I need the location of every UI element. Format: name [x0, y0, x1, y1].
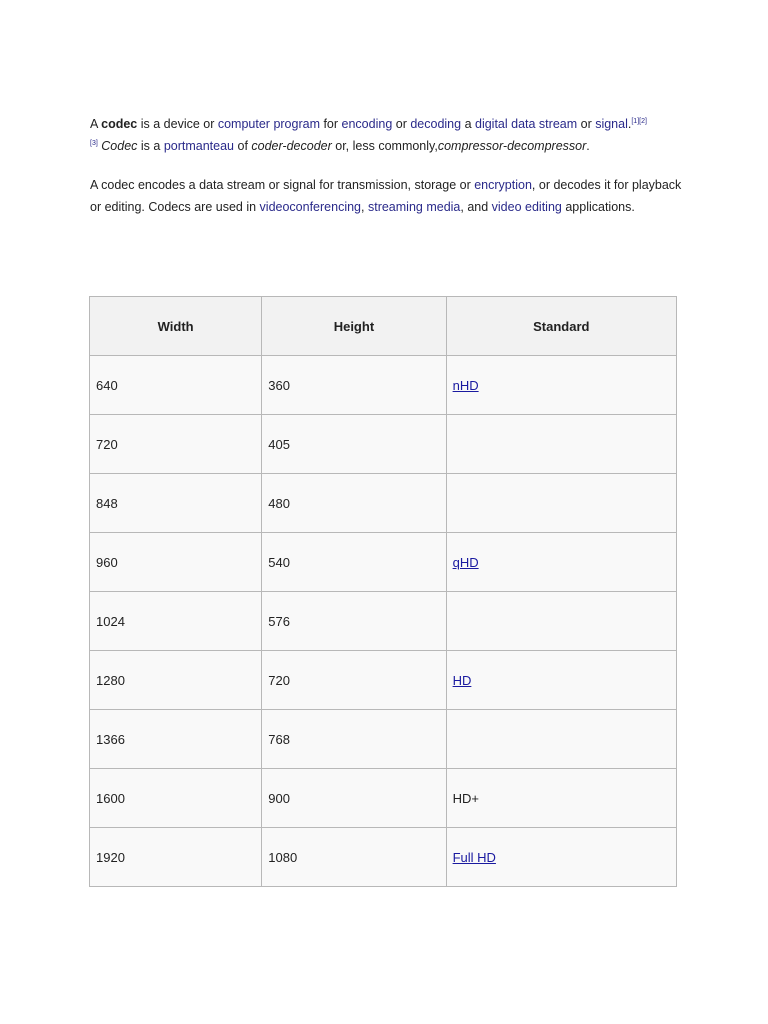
text: , and — [460, 199, 492, 214]
table-row — [90, 651, 677, 710]
cell-height: 405 — [262, 415, 446, 474]
text: A codec encodes a data stream or signal for transmission, storage or — [90, 178, 475, 192]
link-signal[interactable]: signal — [595, 117, 628, 131]
link-video-editing[interactable]: video editing — [491, 199, 562, 214]
text: . — [627, 117, 632, 131]
text: A — [90, 117, 102, 131]
cell-standard — [446, 651, 676, 710]
link-encryption[interactable]: encryption — [474, 178, 532, 192]
column-header-height: Height — [262, 297, 446, 356]
text: , — [361, 199, 368, 214]
cell-standard: HD+ — [446, 769, 676, 828]
text: for — [319, 117, 342, 131]
cell-standard — [446, 356, 676, 415]
text: or — [577, 117, 596, 131]
cell-width: 1024 — [90, 592, 262, 651]
term-coder-decoder: coder-decoder — [251, 138, 332, 153]
standard-link[interactable]: Full HD — [452, 849, 496, 865]
text: or — [392, 117, 411, 131]
term-compressor-decompressor: compressor-decompressor — [437, 138, 587, 153]
cell-height: 576 — [262, 592, 446, 651]
table-row — [90, 533, 677, 592]
link-videoconferencing[interactable]: videoconferencing — [259, 199, 362, 214]
standard-link[interactable]: qHD — [452, 554, 479, 570]
cell-height: 480 — [262, 474, 446, 533]
term-codec-italic: Codec — [101, 138, 138, 153]
cell-standard — [446, 474, 676, 533]
column-header-standard: Standard — [446, 297, 676, 356]
link-streaming-media[interactable]: streaming media — [367, 199, 461, 214]
link-computer-program[interactable]: computer program — [217, 117, 320, 131]
table-row — [90, 592, 677, 651]
cell-width: 640 — [90, 356, 262, 415]
cell-height: 720 — [262, 651, 446, 710]
reference-link-3[interactable]: [3] — [90, 139, 98, 147]
cell-width: 960 — [90, 533, 262, 592]
text: or, less commonly, — [331, 138, 438, 153]
link-portmanteau[interactable]: portmanteau — [163, 138, 235, 153]
cell-standard — [446, 533, 676, 592]
cell-width: 1600 — [90, 769, 262, 828]
cell-standard — [446, 415, 676, 474]
link-digital-data-stream[interactable]: digital data stream — [475, 117, 578, 131]
link-encoding[interactable]: encoding — [341, 117, 393, 131]
cell-width: 1920 — [90, 828, 262, 887]
standard-link[interactable]: HD — [452, 672, 472, 688]
table-row — [90, 415, 677, 474]
text: applications. — [561, 199, 635, 214]
text: . — [586, 138, 590, 153]
cell-height: 900 — [262, 769, 446, 828]
cell-width: 720 — [90, 415, 262, 474]
table-row — [90, 474, 677, 533]
table-header-row — [90, 297, 677, 356]
text: of — [234, 138, 252, 153]
cell-standard — [446, 828, 676, 887]
cell-height: 540 — [262, 533, 446, 592]
cell-width: 1280 — [90, 651, 262, 710]
intro-paragraph-2 — [90, 175, 690, 218]
term-codec: codec — [101, 117, 138, 131]
cell-standard — [446, 710, 676, 769]
text: a — [461, 117, 475, 131]
standard-link[interactable]: nHD — [452, 377, 479, 393]
cell-height: 1080 — [262, 828, 446, 887]
resolution-table — [89, 296, 677, 887]
table-row — [90, 769, 677, 828]
cell-width: 848 — [90, 474, 262, 533]
cell-standard — [446, 592, 676, 651]
text: is a device or — [137, 117, 218, 131]
cell-height: 768 — [262, 710, 446, 769]
column-header-width: Width — [90, 297, 262, 356]
cell-height: 360 — [262, 356, 446, 415]
table-row — [90, 710, 677, 769]
text: , or decodes it for playback or editing. Codecs are used in — [90, 178, 682, 214]
link-decoding[interactable]: decoding — [410, 117, 462, 131]
text: is a — [137, 138, 164, 153]
cell-width: 1366 — [90, 710, 262, 769]
intro-paragraph-1 — [90, 114, 690, 157]
table-row — [90, 356, 677, 415]
reference-link-1-2[interactable]: [1][2] — [631, 118, 647, 125]
table-row — [90, 828, 677, 887]
